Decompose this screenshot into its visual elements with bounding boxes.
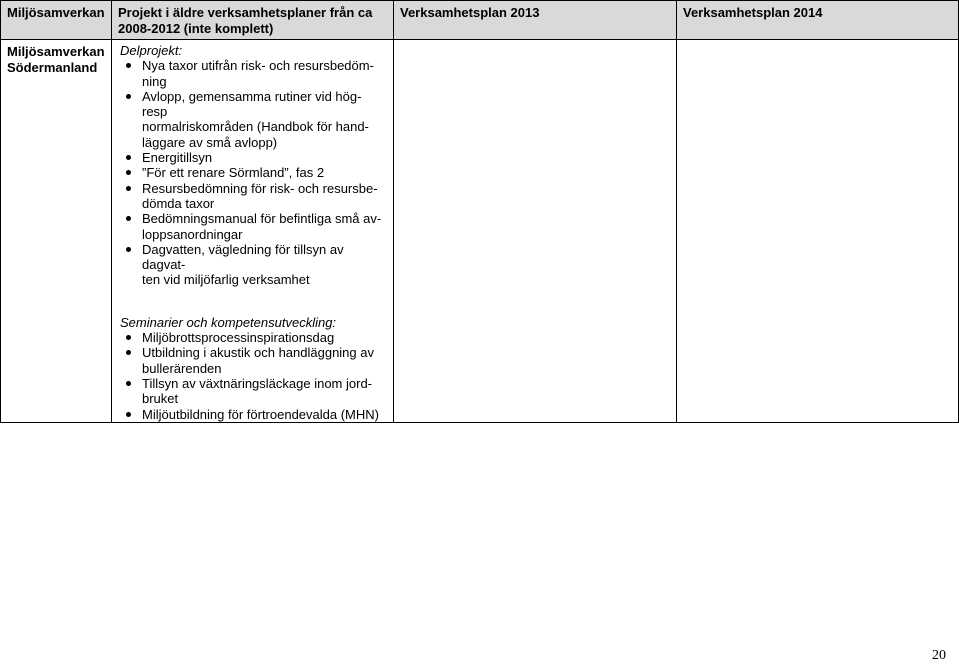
list-item: Miljöbrottsprocessinspirationsdag <box>120 330 385 345</box>
seminars-heading: Seminarier och kompetensutveckling: <box>120 314 337 330</box>
header-row <box>1 1 959 40</box>
older-projects-cell <box>112 40 394 423</box>
header-plan-2014: Verksamhetsplan 2014 <box>677 1 959 40</box>
list-item: Bedömningsmanual för befintliga små av- loppsanordningar <box>120 211 385 242</box>
list-item: Dagvatten, vägledning för tillsyn av dagvat- ten vid miljöfarlig verksamhet <box>120 242 385 288</box>
header-plan-2013: Verksamhetsplan 2013 <box>394 1 677 40</box>
header-older-projects: Projekt i äldre verksamhetsplaner från ca 2008-2012 (inte komplett) <box>112 1 394 40</box>
page-number: 20 <box>932 648 946 663</box>
list-item: Miljöutbildning för förtroendevalda (MHN) <box>120 407 385 422</box>
list-item: Nya taxor utifrån risk- och resursbedöm- ning <box>120 58 385 89</box>
subprojects-heading: Delprojekt: <box>120 43 183 58</box>
list-item: Tillsyn av växtnäringsläckage inom jord- bruket <box>120 376 385 407</box>
seminars-list <box>120 330 385 422</box>
header-organization: Miljösamverkan <box>1 1 112 40</box>
organization-name: Miljösamverkan Södermanland <box>7 44 105 75</box>
list-item: Avlopp, gemensamma rutiner vid hög- resp normalriskområden (Handbok för hand- läggare av små avlopp) <box>120 89 385 150</box>
content-row <box>1 40 959 423</box>
plan-2013-cell <box>394 40 677 423</box>
list-item: Utbildning i akustik och handläggning av bullerärenden <box>120 345 385 376</box>
plan-2014-cell <box>677 40 959 423</box>
list-item: ”För ett renare Sörmland”, fas 2 <box>120 165 385 180</box>
list-item: Resursbedömning för risk- och resursbe- dömda taxor <box>120 181 385 212</box>
list-item: Energitillsyn <box>120 150 385 165</box>
organization-cell <box>1 40 112 423</box>
subprojects-list <box>120 58 385 287</box>
